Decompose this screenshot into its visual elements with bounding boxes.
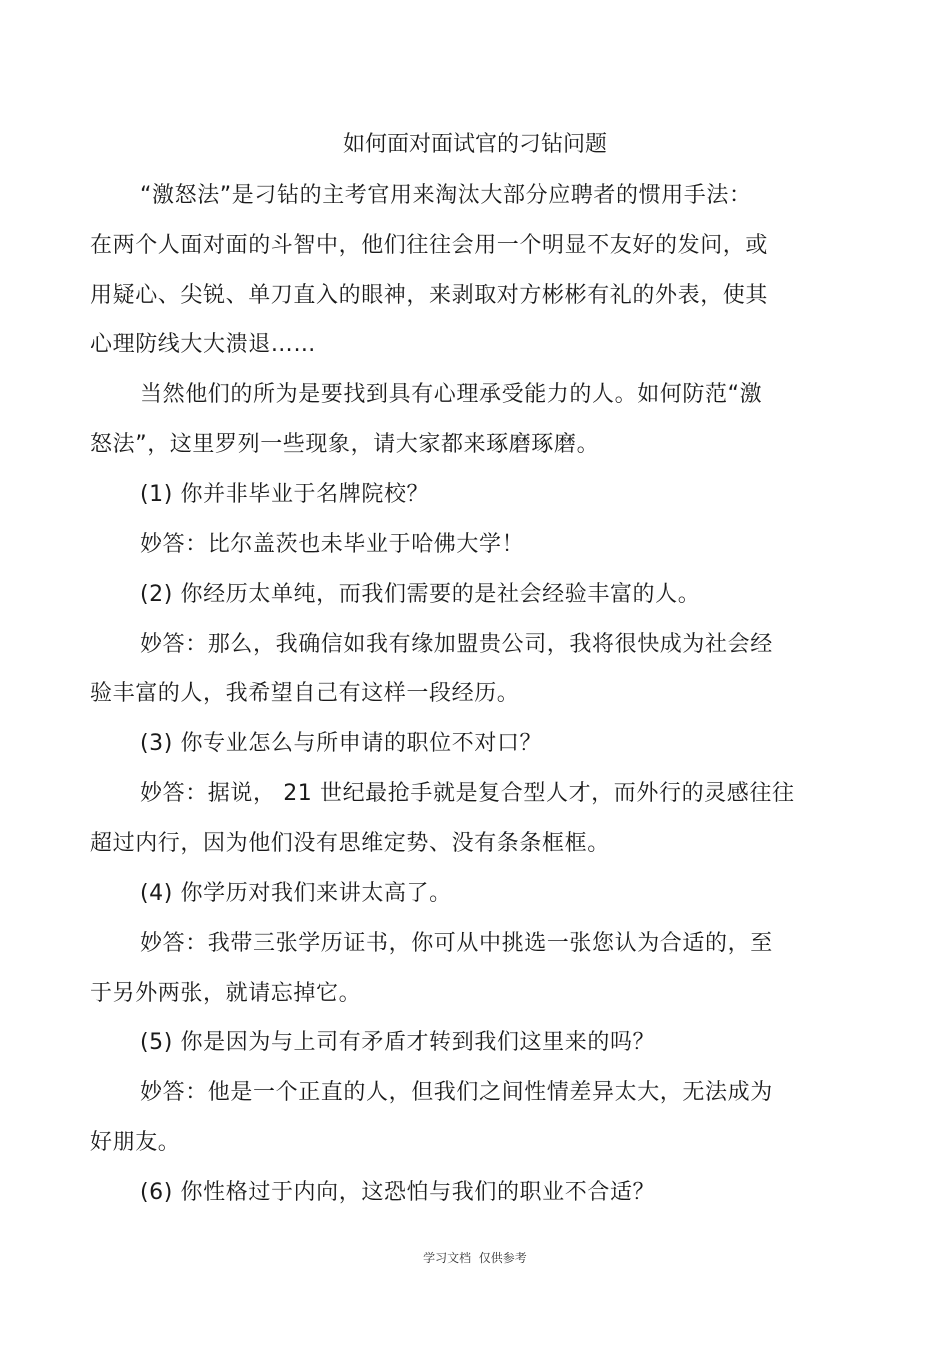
answer-line: 妙答：那么，我确信如我有缘加盟贵公司，我将很快成为社会经 [140,632,773,657]
answer-line: 妙答：我带三张学历证书，你可从中挑选一张您认为合适的，至 [140,931,773,956]
paragraph-line: 当然他们的所为是要找到具有心理承受能力的人。如何防范“激 [140,382,763,407]
answer-line: 好朋友。 [90,1130,181,1155]
question-line: (4) 你学历对我们来讲太高了。 [140,881,452,906]
paragraph-line: “激怒法”是刁钻的主考官用来淘汰大部分应聘者的惯用手法： [140,183,752,208]
document-title: 如何面对面试官的刁钻问题 [342,132,607,157]
answer-line: 妙答：据说， 21 世纪最抢手就是复合型人才，而外行的灵感往往 [140,781,795,806]
answer-line: 妙答：他是一个正直的人，但我们之间性情差异太大，无法成为 [140,1080,773,1105]
question-line: (3) 你专业怎么与所申请的职位不对口？ [140,731,543,756]
question-line: (2) 你经历太单纯，而我们需要的是社会经验丰富的人。 [140,582,701,607]
question-line: (5) 你是因为与上司有矛盾才转到我们这里来的吗？ [140,1030,656,1055]
paragraph-line: 怒法”，这里罗列一些现象，请大家都来琢磨琢磨。 [90,432,600,457]
answer-line: 于另外两张，就请忘掉它。 [90,981,362,1006]
paragraph-line: 心理防线大大溃退…… [90,332,317,357]
page-footer: 学习文档 仅供参考 [423,1251,527,1265]
answer-line: 验丰富的人，我希望自己有这样一段经历。 [90,681,520,706]
question-line: (1) 你并非毕业于名牌院校？ [140,482,430,507]
paragraph-line: 在两个人面对面的斗智中，他们往往会用一个明显不友好的发问，或 [90,233,769,258]
paragraph-line: 用疑心、尖锐、单刀直入的眼神，来剥取对方彬彬有礼的外表，使其 [90,283,769,308]
answer-line: 超过内行，因为他们没有思维定势、没有条条框框。 [90,831,610,856]
answer-line: 妙答：比尔盖茨也未毕业于哈佛大学！ [140,532,525,557]
question-line: (6) 你性格过于内向，这恐怕与我们的职业不合适？ [140,1180,656,1205]
